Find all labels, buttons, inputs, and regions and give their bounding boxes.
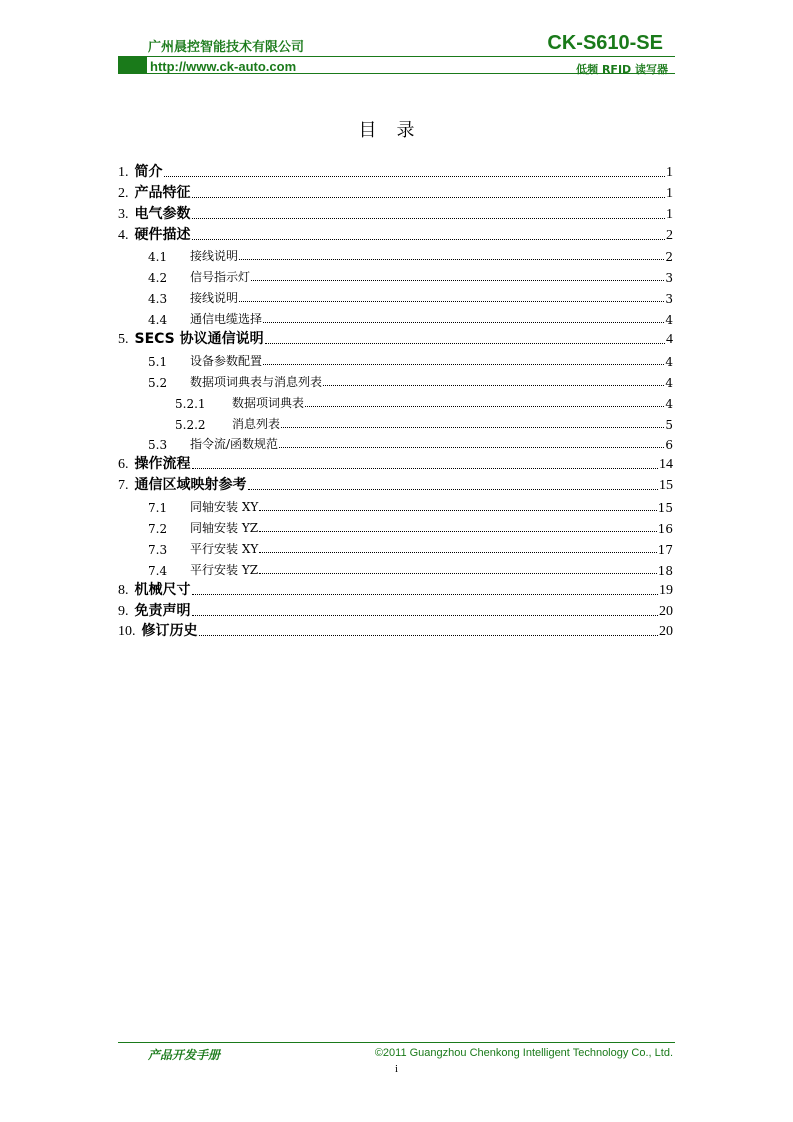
- toc-entry-label: 通信区域映射参考: [134, 477, 247, 494]
- toc-dot-leader: [192, 468, 659, 469]
- toc-entry-number: 9.: [118, 603, 129, 619]
- toc-entry-page: 17: [657, 542, 673, 557]
- footer-rule: [118, 1042, 675, 1043]
- toc-entry-number: 4.1: [148, 250, 168, 265]
- toc-entry[interactable]: [118, 285, 673, 306]
- toc-dot-leader: [248, 489, 659, 490]
- toc-title: 目录: [358, 120, 435, 141]
- toc-entry[interactable]: [118, 181, 673, 202]
- toc-entry[interactable]: [118, 369, 673, 390]
- toc-entry-number: 5.2.1: [175, 396, 206, 411]
- toc-dot-leader: [192, 615, 659, 616]
- toc-entry-label: 同轴安装 XY: [190, 500, 259, 515]
- toc-entry[interactable]: [118, 599, 673, 620]
- toc-dot-leader: [263, 364, 664, 365]
- header-rule-bottom: [118, 73, 675, 74]
- toc-entry-page: 14: [659, 457, 673, 473]
- toc-entry-number: 3.: [118, 206, 129, 222]
- toc-entry-label: 指令流/函数规范: [190, 437, 279, 452]
- toc-entry-label: 机械尺寸: [134, 581, 191, 598]
- toc-entry-page: 19: [659, 582, 673, 598]
- toc-entry-number: 10.: [118, 624, 136, 640]
- toc-entry-label: 免责声明: [134, 602, 191, 619]
- toc-entry-number: 7.2: [148, 522, 168, 537]
- toc-entry-label: 数据项词典表与消息列表: [190, 374, 323, 389]
- toc-entry[interactable]: [118, 557, 673, 578]
- toc-dot-leader: [323, 385, 664, 386]
- toc-entry-page: 4: [666, 332, 673, 348]
- toc-entry[interactable]: [118, 327, 673, 348]
- toc-entry-number: 4.2: [148, 271, 168, 286]
- toc-entry-page: 1: [666, 206, 673, 222]
- toc-entry-page: 4: [665, 354, 673, 369]
- toc-entry-label: 修订历史: [141, 623, 198, 640]
- toc-entry-label: 设备参数配置: [190, 353, 263, 368]
- toc-dot-leader: [259, 552, 656, 553]
- toc-entry-number: 5.: [118, 332, 129, 348]
- toc-entry-number: 2.: [118, 185, 129, 201]
- toc-entry-page: 5: [665, 417, 673, 432]
- toc-entry-number: 4.: [118, 227, 129, 243]
- toc-dot-leader: [279, 447, 664, 448]
- toc-entry[interactable]: [118, 160, 673, 181]
- footer-copyright: ©2011 Guangzhou Chenkong Intelligent Technology Co., Ltd.: [374, 1047, 673, 1059]
- toc-entry-page: 3: [665, 292, 673, 307]
- toc-entry-page: 4: [665, 313, 673, 328]
- toc-entry-number: 5.3: [148, 438, 168, 453]
- toc-dot-leader: [192, 197, 666, 198]
- toc-dot-leader: [192, 218, 666, 219]
- model-number: CK-S610-SE: [547, 32, 663, 54]
- toc-entry-number: 6.: [118, 457, 129, 473]
- toc-dot-leader: [164, 176, 666, 177]
- toc-dot-leader: [265, 343, 665, 344]
- toc-entry-number: 4.4: [148, 313, 168, 328]
- toc-entry[interactable]: [118, 223, 673, 244]
- toc-entry-number: 1.: [118, 164, 129, 180]
- toc-entry-label: 操作流程: [134, 456, 191, 473]
- company-name: 广州晨控智能技术有限公司: [148, 40, 305, 55]
- toc-entry[interactable]: [118, 202, 673, 223]
- toc-dot-leader: [192, 594, 659, 595]
- toc-entry-number: 5.2: [148, 375, 168, 390]
- toc-entry-number: 7.4: [148, 563, 168, 578]
- toc-entry-page: 4: [665, 396, 673, 411]
- toc-entry[interactable]: [118, 411, 673, 432]
- toc-entry-label: 消息列表: [232, 416, 281, 431]
- toc-entry[interactable]: [118, 264, 673, 285]
- toc-entry-label: SECS 协议通信说明: [134, 331, 264, 348]
- toc-entry-page: 2: [665, 250, 673, 265]
- toc-entry-label: 产品特征: [134, 184, 191, 201]
- toc-entry-label: 信号指示灯: [190, 270, 251, 285]
- toc-entry-number: 7.1: [148, 501, 168, 516]
- toc-entry[interactable]: [118, 473, 673, 494]
- toc-entry-label: 同轴安装 YZ: [190, 521, 259, 536]
- toc-dot-leader: [259, 573, 657, 574]
- toc-entry[interactable]: [118, 432, 673, 453]
- product-subtitle: 低频 RFID 读写器: [576, 63, 668, 76]
- toc-entry-page: 20: [659, 603, 673, 619]
- toc-entry-number: 5.2.2: [175, 417, 206, 432]
- toc-entry-page: 15: [657, 501, 673, 516]
- page-number: i: [394, 1063, 399, 1075]
- toc-entry[interactable]: [118, 306, 673, 327]
- toc-entry[interactable]: [118, 244, 673, 265]
- toc-entry-page: 16: [657, 522, 673, 537]
- header-accent-block: [118, 57, 147, 73]
- toc-entry-page: 3: [665, 271, 673, 286]
- toc-entry-page: 18: [657, 563, 673, 578]
- toc-dot-leader: [239, 301, 664, 302]
- toc-entry-label: 简介: [134, 163, 163, 180]
- toc-entry-label: 数据项词典表: [232, 395, 305, 410]
- table-of-contents: [118, 160, 673, 640]
- toc-entry[interactable]: [118, 452, 673, 473]
- toc-entry-label: 硬件描述: [134, 226, 191, 243]
- toc-entry[interactable]: [118, 515, 673, 536]
- toc-entry[interactable]: [118, 348, 673, 369]
- header-rule-top: [118, 56, 675, 57]
- toc-dot-leader: [305, 406, 664, 407]
- toc-dot-leader: [281, 427, 664, 428]
- toc-entry[interactable]: [118, 620, 673, 641]
- toc-dot-leader: [259, 510, 656, 511]
- toc-entry-page: 4: [665, 375, 673, 390]
- toc-entry-number: 7.: [118, 478, 129, 494]
- toc-entry-number: 7.3: [148, 542, 168, 557]
- toc-dot-leader: [239, 259, 664, 260]
- toc-entry-number: 8.: [118, 582, 129, 598]
- toc-entry-number: 5.1: [148, 354, 168, 369]
- toc-entry[interactable]: [118, 578, 673, 599]
- toc-entry-label: 通信电缆选择: [190, 312, 263, 327]
- toc-entry-page: 20: [659, 624, 673, 640]
- toc-dot-leader: [251, 280, 664, 281]
- toc-entry-page: 6: [665, 438, 673, 453]
- toc-entry-page: 1: [666, 164, 673, 180]
- toc-entry[interactable]: [118, 536, 673, 557]
- toc-entry-label: 电气参数: [134, 205, 191, 222]
- toc-entry[interactable]: [118, 494, 673, 515]
- website-url[interactable]: http://www.ck-auto.com: [150, 59, 297, 74]
- toc-entry-label: 接线说明: [190, 291, 239, 306]
- footer-manual-title: 产品开发手册: [148, 1048, 221, 1062]
- toc-dot-leader: [199, 635, 659, 636]
- toc-entry-page: 2: [666, 227, 673, 243]
- toc-entry-label: 平行安装 YZ: [190, 562, 259, 577]
- toc-entry-number: 4.3: [148, 292, 168, 307]
- toc-entry-page: 15: [659, 478, 673, 494]
- toc-entry-page: 1: [666, 185, 673, 201]
- toc-entry-label: 平行安装 XY: [190, 541, 259, 556]
- toc-entry-label: 接线说明: [190, 249, 239, 264]
- toc-dot-leader: [259, 531, 657, 532]
- toc-entry[interactable]: [118, 390, 673, 411]
- toc-dot-leader: [263, 322, 664, 323]
- toc-dot-leader: [192, 239, 666, 240]
